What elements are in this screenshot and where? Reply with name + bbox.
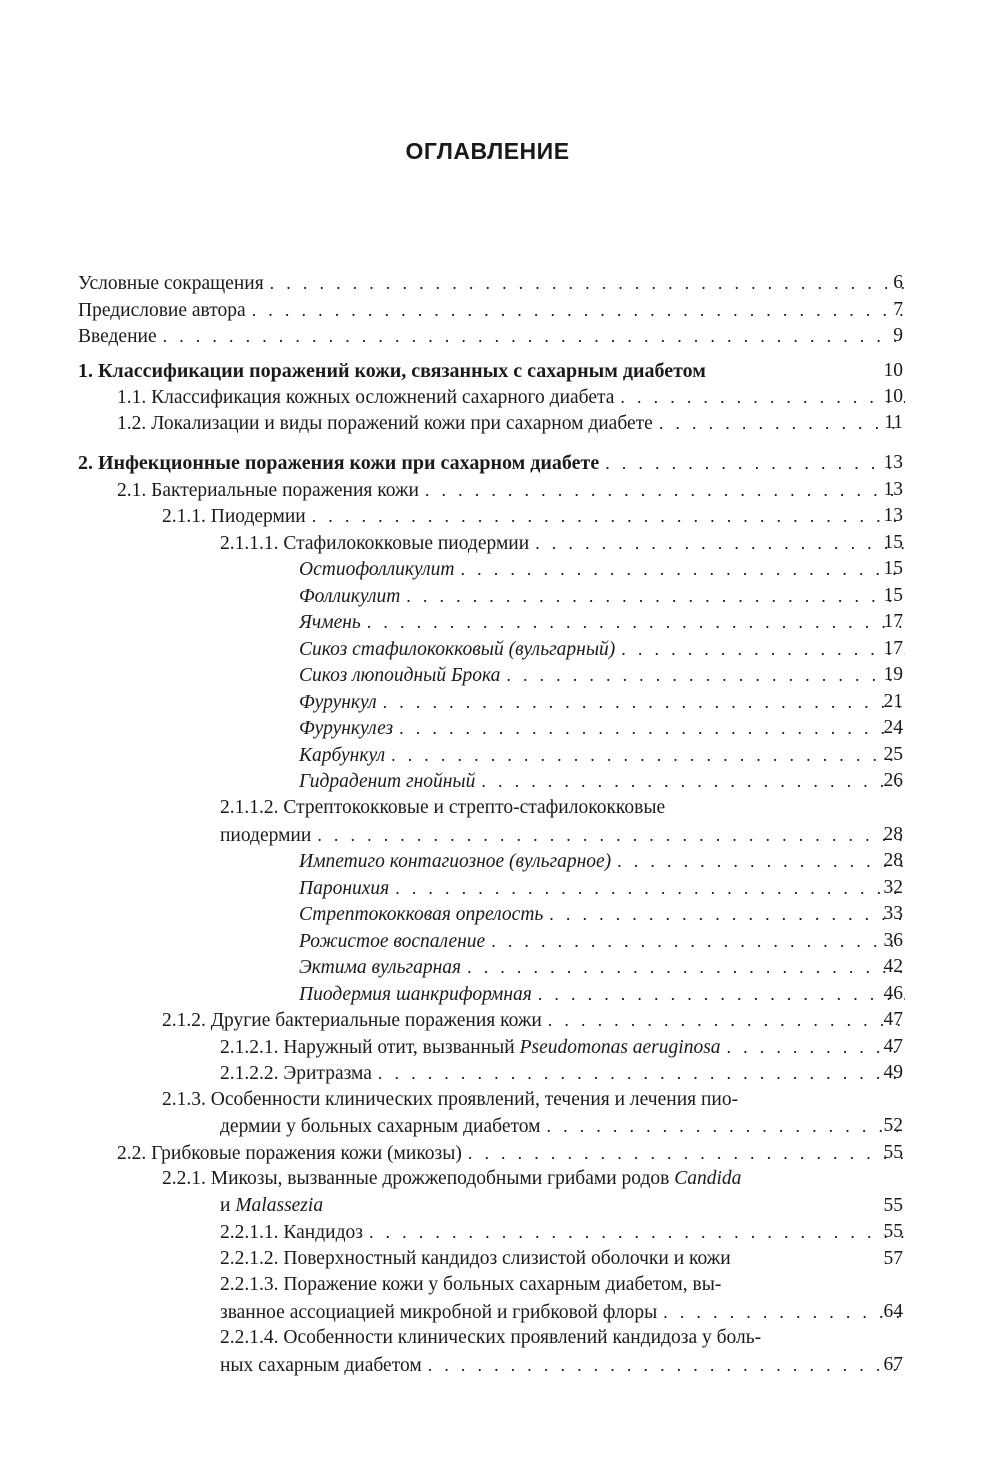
toc-entry-label: [220, 1035, 721, 1061]
toc-entry-label: пиодермии: [220, 825, 312, 846]
toc-entry[interactable]: [117, 1140, 905, 1166]
toc-entry-label: 2.2. Грибковые поражения кожи (микозы): [117, 1143, 462, 1164]
leader-dots: [367, 609, 905, 635]
leader-dots: [491, 928, 905, 954]
toc-entry-label: 1. Классификации поражений кожи, связанных с сахарным диабетом: [78, 360, 706, 382]
leader-dots: [369, 1219, 905, 1245]
toc-entry-first-line[interactable]: 2.1.3. Особенности клинических проявлений, течения и лечения пио-: [162, 1089, 739, 1110]
toc-entry[interactable]: [299, 928, 905, 954]
leader-dots: [270, 270, 905, 296]
toc-entry[interactable]: [220, 1034, 905, 1060]
toc-entry-label: Рожистое воспаление: [299, 931, 486, 952]
toc-entry[interactable]: [220, 1060, 905, 1086]
toc-entry[interactable]: [220, 1193, 905, 1219]
toc-entry[interactable]: [220, 1299, 905, 1325]
toc-entry-label: Фолликулит: [299, 586, 401, 607]
toc-chapter-entry[interactable]: [78, 450, 905, 476]
toc-entry-label: Фурункулез: [299, 718, 394, 739]
toc-entry[interactable]: [299, 768, 905, 794]
leader-dots: [406, 583, 905, 609]
leader-dots: [312, 503, 905, 529]
toc-entry-label: Ячмень: [299, 612, 361, 633]
toc-entry[interactable]: [117, 410, 905, 436]
toc-entry-label: 2.1.1. Пиодермии: [162, 506, 306, 527]
toc-page-number: 11: [884, 412, 903, 433]
leader-dots: [317, 822, 905, 848]
toc-entry[interactable]: [162, 503, 905, 529]
toc-entry-label: 2.1.1.1. Стафилококковые пиодермии: [220, 533, 530, 554]
toc-entry[interactable]: [78, 270, 905, 296]
leader-dots: [506, 662, 905, 688]
toc-entry-label: Импетиго контагиозное (вульгарное): [299, 851, 612, 872]
toc-entry-label: 2.1.2. Другие бактериальные поражения кожи: [162, 1010, 542, 1031]
leader-dots: [378, 1060, 905, 1086]
toc-entry-label-text: и: [220, 1195, 236, 1216]
leader-dots: [549, 901, 905, 927]
leader-dots: [391, 742, 905, 768]
toc-page-number: 32: [883, 877, 903, 898]
leader-dots: [252, 297, 905, 323]
toc-entry[interactable]: [78, 323, 905, 349]
toc-page-number: 13: [883, 505, 903, 526]
leader-dots: [163, 323, 905, 349]
toc-page-number: 26: [883, 770, 903, 791]
toc-page-number: 9: [893, 325, 903, 346]
toc-entry-label: ных сахарным диабетом: [220, 1355, 422, 1376]
toc-entry-label-italic: Malassezia: [235, 1195, 324, 1216]
toc-entry-label: Эктима вульгарная: [299, 957, 462, 978]
toc-page-number: 13: [883, 479, 903, 500]
toc-entry[interactable]: [220, 1352, 905, 1378]
toc-page-number: 36: [883, 930, 903, 951]
leader-dots: [468, 1140, 905, 1166]
toc-entry[interactable]: [299, 556, 905, 582]
toc-page-number: 47: [883, 1009, 903, 1030]
toc-page-number: 13: [883, 452, 903, 473]
toc-entry-label: Введение: [78, 326, 157, 347]
toc-entry[interactable]: [299, 981, 905, 1007]
toc-entry-label: Сикоз стафилококковый (вульгарный): [299, 639, 616, 660]
toc-page-number: 46: [883, 983, 903, 1004]
toc-entry[interactable]: [220, 530, 905, 556]
toc-entry[interactable]: [220, 822, 905, 848]
leader-dots: [548, 1007, 905, 1033]
toc-entry-label: Паронихия: [299, 878, 390, 899]
toc-entry-label: Гидраденит гнойный: [299, 771, 476, 792]
toc-entry[interactable]: [162, 1007, 905, 1033]
toc-entry-label-italic: Pseudomonas aeruginosa: [519, 1037, 721, 1058]
toc-entry[interactable]: [299, 742, 905, 768]
toc-entry-label-italic: Candida: [674, 1168, 742, 1189]
toc-page-number: 7: [893, 299, 903, 320]
toc-page-number: 57: [883, 1248, 903, 1269]
toc-page-number: 49: [883, 1062, 903, 1083]
toc-entry[interactable]: [220, 1113, 905, 1139]
toc-page-number: 55: [883, 1195, 903, 1216]
toc-entry[interactable]: [299, 875, 905, 901]
toc-page-number: 33: [883, 903, 903, 924]
toc-entry-label: Фурункул: [299, 692, 377, 713]
leader-dots: [461, 556, 905, 582]
toc-entry-label: Сикоз люпоидный Брока: [299, 665, 501, 686]
toc-entry-label: дермии у больных сахарным диабетом: [220, 1116, 541, 1137]
toc-entry-label: Остиофолликулит: [299, 559, 455, 580]
toc-page-number: 28: [883, 824, 903, 845]
toc-page-number: 25: [883, 744, 903, 765]
toc-entry-label: 2.1.2.2. Эритразма: [220, 1063, 372, 1084]
toc-entry[interactable]: [299, 954, 905, 980]
toc-page-number: 21: [883, 691, 903, 712]
toc-entry[interactable]: [299, 715, 905, 741]
toc-page-number: 15: [883, 558, 903, 579]
toc-entry[interactable]: [117, 384, 905, 410]
toc-page-number: 19: [883, 664, 903, 685]
toc-entry-label: званное ассоциацией микробной и грибковой флоры: [220, 1302, 658, 1323]
toc-entry-first-line[interactable]: 2.2.1.4. Особенности клинических проявлений кандидоза у боль-: [220, 1327, 762, 1348]
leader-dots: [538, 981, 905, 1007]
toc-entry[interactable]: [220, 1246, 905, 1272]
toc-page-number: 52: [883, 1115, 903, 1136]
toc-page-number: 15: [883, 532, 903, 553]
toc-page-number: 10: [883, 360, 903, 381]
toc-entry[interactable]: [299, 848, 905, 874]
leader-dots: [535, 530, 905, 556]
leader-dots: [428, 1352, 905, 1378]
toc-page-number: 15: [883, 585, 903, 606]
toc-entry[interactable]: [117, 477, 905, 503]
toc-entry[interactable]: [299, 901, 905, 927]
toc-entry-label: Условные сокращения: [78, 273, 264, 294]
toc-entry-first-line[interactable]: 2.1.1.2. Стрептококковые и стрепто-стафилококковые: [220, 797, 666, 818]
toc-page-number: 67: [883, 1354, 903, 1375]
toc-entry[interactable]: [78, 297, 905, 323]
toc-entry-label: 2. Инфекционные поражения кожи при сахарном диабете: [78, 452, 600, 474]
toc-entry-label: Карбункул: [299, 745, 386, 766]
toc-entry[interactable]: [299, 636, 905, 662]
toc-entry-label: Предисловие автора: [78, 300, 246, 321]
toc-page-number: 24: [883, 717, 903, 738]
leader-dots: [395, 875, 905, 901]
toc-entry-label: [220, 1193, 323, 1219]
toc-entry-label: Стрептококковая опрелость: [299, 904, 544, 925]
toc-entry-label: 1.1. Классификация кожных осложнений сахарного диабета: [117, 387, 615, 408]
toc-entry-label: 1.2. Локализации и виды поражений кожи при сахарном диабете: [117, 413, 653, 434]
toc-entry[interactable]: [299, 609, 905, 635]
toc-entry-first-line[interactable]: 2.2.1.3. Поражение кожи у больных сахарным диабетом, вы-: [220, 1274, 722, 1295]
leader-dots: [467, 954, 905, 980]
toc-page-number: 64: [883, 1301, 903, 1322]
leader-dots: [425, 477, 905, 503]
leader-dots: [399, 715, 905, 741]
toc-page-number: 55: [883, 1142, 903, 1163]
toc-entry[interactable]: [299, 662, 905, 688]
leader-dots: [546, 1113, 905, 1139]
toc-page-number: 55: [883, 1221, 903, 1242]
toc-entry-label: Пиодермия шанкриформная: [299, 984, 532, 1005]
toc-page-number: 17: [883, 611, 903, 632]
toc-entry[interactable]: [220, 1219, 905, 1245]
toc-page-number: 47: [883, 1036, 903, 1057]
toc-entry-label: 2.2.1.1. Кандидоз: [220, 1222, 363, 1243]
toc-page-number: 28: [883, 850, 903, 871]
toc-page-number: 6: [893, 272, 903, 293]
toc-entry[interactable]: [299, 689, 905, 715]
toc-chapter-entry[interactable]: [78, 358, 905, 384]
toc-entry[interactable]: [299, 583, 905, 609]
leader-dots: [481, 768, 905, 794]
toc-entry-label-text: 2.1.2.1. Наружный отит, вызванный: [220, 1037, 520, 1058]
toc-page-number: 42: [883, 956, 903, 977]
toc-entry-label: 2.1. Бактериальные поражения кожи: [117, 480, 419, 501]
toc-title: ОГЛАВЛЕНИЕ: [405, 138, 570, 164]
toc-entry-label: 2.2.1.2. Поверхностный кандидоз слизистой оболочки и кожи: [220, 1248, 731, 1269]
toc-entry-label-text: 2.2.1. Микозы, вызванные дрожжеподобными грибами родов: [162, 1168, 675, 1189]
toc-page-number: 10: [883, 386, 903, 407]
toc-entry-first-line[interactable]: [162, 1166, 741, 1192]
leader-dots: [383, 689, 905, 715]
toc-page-number: 17: [883, 638, 903, 659]
